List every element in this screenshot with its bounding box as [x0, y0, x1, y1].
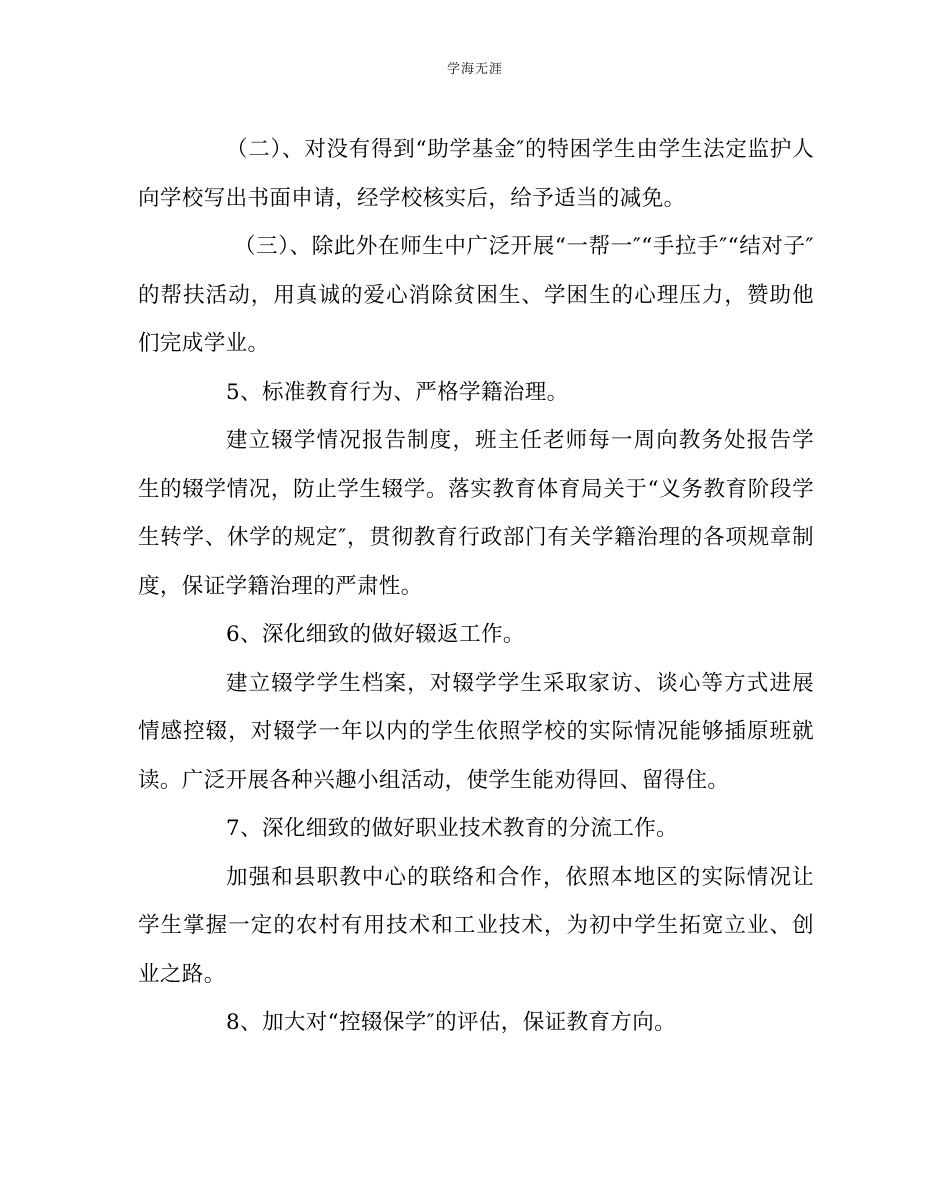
- paragraph-section-7: 加强和县职教中心的联络和合作，依照本地区的实际情况让学生掌握一定的农村有用技术和工业技术，为初中学生拓宽立业、创业之路。: [138, 864, 814, 987]
- document-body: [138, 126, 814, 1048]
- paragraph-subitem-3: （三）、除此外在师生中广泛开展“一帮一″“手拉手″“结对子″的帮扶活动，用真诚的爱心消除贫困生、学困生的心理压力，赞助他们完成学业。: [138, 234, 814, 356]
- section-heading-5: 5、标准教育行为、严格学籍治理。: [226, 379, 569, 405]
- paragraph-section-5: 建立辍学情况报告制度，班主任老师每一周向教务处报告学生的辍学情况，防止学生辍学。落实教育体育局关于“义务教育阶段学生转学、休学的规定″，贯彻教育行政部门有关学籍治理的各项规章制度，保证学籍治理的严肃性。: [138, 428, 814, 599]
- section-heading-6: 6、深化细致的做好辍返工作。: [226, 622, 525, 647]
- section-heading-7: 7、深化细致的做好职业技术教育的分流工作。: [226, 816, 679, 841]
- paragraph-section-6: 建立辍学学生档案，对辍学学生采取家访、谈心等方式进展情感控辍，对辍学一年以内的学生依照学校的实际情况能够插原班就读。广泛开展各种兴趣小组活动，使学生能劝得回、留得住。: [138, 670, 814, 793]
- paragraph-subitem-2: （二）、对没有得到“助学基金″的特困学生由学生法定监护人向学校写出书面申请，经学校核实后，给予适当的减免。: [138, 137, 814, 211]
- section-heading-8: 8、加大对“控辍保学″的评估，保证教育方向。: [226, 1010, 677, 1035]
- page-header: 学海无涯: [446, 62, 503, 77]
